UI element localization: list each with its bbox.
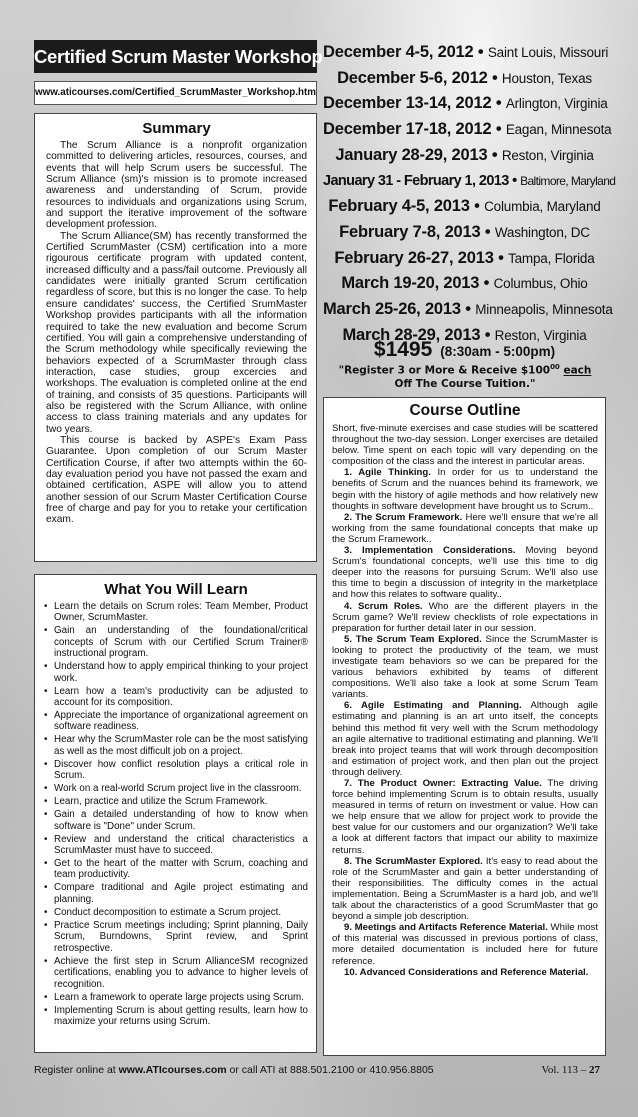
learn-item: • Review and understand the critical characteristics a ScrumMaster must have to succeed. xyxy=(44,834,308,857)
learn-item: • Hear why the ScrumMaster role can be the most satisfying as well as the most difficult job on a project. xyxy=(44,734,308,757)
session-location: Reston, Virginia xyxy=(494,327,587,343)
session-date: December 13-14, 2012 xyxy=(323,94,492,113)
session-date-row xyxy=(323,66,606,92)
outline-item-title: 3. Implementation Considerations. xyxy=(344,545,516,557)
outline-item-text: In order for us to understand the benefits of Scrum and the nuances behind its framework, we begin with the history of agile methods and how relatively new thoughts in software development have brought us to Scrum.. xyxy=(332,467,598,512)
session-date-row xyxy=(323,220,606,246)
outline-item xyxy=(332,634,598,701)
outline-item xyxy=(332,700,598,778)
bullet-separator: • xyxy=(512,172,517,189)
bullet-separator: • xyxy=(484,222,491,241)
outline-item xyxy=(332,922,598,966)
bullet-separator: • xyxy=(484,325,491,344)
bullet-separator: • xyxy=(495,94,502,113)
session-date: December 5-6, 2012 xyxy=(337,68,488,87)
learn-item: • Conduct decomposition to estimate a Scrum project. xyxy=(44,907,308,918)
session-location: Arlington, Virginia xyxy=(505,96,608,112)
session-date-row xyxy=(323,271,606,297)
footer-volume xyxy=(541,1063,600,1077)
footer-site-link[interactable]: www.ATIcourses.com xyxy=(118,1064,227,1076)
learn-item: • Gain a detailed understanding of how to know when software is "Done" under Scrum. xyxy=(44,809,308,832)
session-date: December 17-18, 2012 xyxy=(323,120,492,139)
learn-item: • Discover how conflict resolution plays a critical role in Scrum. xyxy=(44,759,308,782)
session-date: March 19-20, 2013 xyxy=(341,274,480,293)
price-line xyxy=(323,338,606,362)
session-date-row xyxy=(323,297,613,323)
summary-paragraph: This course is backed by ASPE's Exam Pass Guarantee. Upon completion of our Scrum Master Certification Course, if after two attempts within the 60-day evaluation period you have not passed the exam and obtained certification, ASPE will allow you to attend another session of our Scrum Master Certification Course free of charge and pay for you to retake your certification exam. xyxy=(46,434,307,526)
outline-item xyxy=(332,856,598,923)
footer-vol-label: Vol. 113 – xyxy=(541,1064,587,1076)
bullet-separator: • xyxy=(495,120,502,139)
summary-heading: Summary xyxy=(142,120,211,137)
session-date-row xyxy=(323,143,606,169)
outline-item-text: The driving force behind implementing Scrum is to obtain results, usually measured in terms of return on investment or value. How can we help ensure that we allow for project work to provide the best value for our customers and our organization? We'll take a look at different factors that impact our ability to maximize returns. xyxy=(332,778,598,856)
page-title: Certified Scrum Master Workshop xyxy=(34,40,317,73)
learn-item: • Compare traditional and Agile project estimating and planning. xyxy=(44,882,308,905)
bullet-separator: • xyxy=(498,248,504,267)
group-discount-promo xyxy=(330,361,600,391)
session-location: Washington, DC xyxy=(494,224,590,240)
outline-heading: Course Outline xyxy=(409,402,521,419)
session-date-row xyxy=(323,169,616,195)
learn-list xyxy=(44,601,308,1027)
outline-item xyxy=(332,512,598,545)
price-amount: $1495 xyxy=(373,338,433,361)
session-date: December 4-5, 2012 xyxy=(323,43,474,61)
session-date: March 25-26, 2013 xyxy=(323,300,461,319)
outline-item xyxy=(332,601,598,634)
session-date: February 4-5, 2013 xyxy=(328,197,470,216)
session-location: Minneapolis, Minnesota xyxy=(475,302,613,318)
learn-item: • Practice Scrum meetings including; Sprint planning, Daily Scrum, Burndowns, Sprint review, and Sprint retrospective. xyxy=(44,920,308,954)
outline-item-text: Here we'll ensure that we're all working from the same foundational concepts that make up the Scrum Framework.. xyxy=(332,511,599,545)
session-location: Columbia, Maryland xyxy=(484,199,601,215)
learn-item: • Learn the details on Scrum roles: Team Member, Product Owner, ScrumMaster. xyxy=(44,601,308,624)
session-date: January 31 - February 1, 2013 xyxy=(323,172,509,189)
session-location: Houston, Texas xyxy=(501,70,592,86)
bullet-separator: • xyxy=(474,197,480,216)
learn-item: • Learn, practice and utilize the Scrum Framework. xyxy=(44,796,308,807)
outline-items xyxy=(332,467,598,977)
session-date-row xyxy=(323,194,606,220)
outline-item-title: 7. The Product Owner: Extracting Value. xyxy=(344,778,542,789)
learn-item: • Understand how to apply empirical thinking to your project work. xyxy=(44,661,308,684)
outline-item-text: Although agile estimating and planning is an art unto itself, the concepts behind this method fit very well with the Scrum methodology an agile alternative to traditional estimating and planning. We'll break into project teams that will work through decomposition and estimation of project work, and then plan out the project through delivery. xyxy=(332,700,599,778)
course-outline-panel xyxy=(323,397,606,1056)
learn-item: • Get to the heart of the matter with Scrum, coaching and team productivity. xyxy=(44,858,308,881)
session-date-row xyxy=(323,117,612,143)
summary-paragraph: The Scrum Alliance is a nonprofit organization committed to delivering articles, resources, courses, and events that will help Scrum users be successful. The Scrum Alliance (sm)'s mission is to promote increased awareness and understanding of Scrum, provide resources to individuals and organizations using Scrum, and support the iterative improvement of the software development profession. xyxy=(46,140,307,231)
outline-item xyxy=(332,967,598,978)
session-dates-list xyxy=(323,40,616,348)
outline-item-text: It's easy to read about the role of the ScrumMaster and gain a better understanding of their responsibilities. The difficulty comes in the actual implementation. Being a ScrumMaster is a hard job, and we'll talk about the characteristics of a good ScrumMaster that go beyond a simple job description. xyxy=(332,855,598,923)
outline-item-text: Who are the different players in the Scrum game? We'll review checklists of role expectations in preparation for further detail later in our session. xyxy=(332,600,599,634)
learn-item: • Gain an understanding of the foundational/critical concepts of Scrum with our Certified Scrum Trainer® instructional program. xyxy=(44,625,308,659)
promo-text-line2: Off The Course Tuition." xyxy=(394,377,536,390)
bullet-separator: • xyxy=(491,68,498,87)
summary-panel xyxy=(34,113,317,562)
session-date: February 26-27, 2013 xyxy=(334,248,494,267)
learn-item: • Learn a framework to operate large projects using Scrum. xyxy=(44,992,308,1003)
session-location: Saint Louis, Missouri xyxy=(487,45,609,60)
promo-each: each xyxy=(563,364,592,377)
outline-item-title: 2. The Scrum Framework. xyxy=(344,511,463,523)
session-location: Baltimore, Maryland xyxy=(520,173,616,188)
outline-item-title: 6. Agile Estimating and Planning. xyxy=(344,700,522,712)
session-location: Columbus, Ohio xyxy=(493,276,588,292)
session-date-row xyxy=(323,40,609,66)
learn-item: • Appreciate the importance of organizational agreement on software readiness. xyxy=(44,710,308,733)
outline-item xyxy=(332,467,598,511)
outline-intro: Short, five-minute exercises and case studies will be scattered throughout the two-day session. Longer exercises are detailed below. Time spent on each topic will vary depending on the composition of the class and the interest in particular areas. xyxy=(332,423,598,468)
bullet-separator: • xyxy=(483,274,490,293)
outline-item xyxy=(332,545,598,600)
session-location: Eagan, Minnesota xyxy=(505,122,612,138)
bullet-separator: • xyxy=(465,300,471,319)
outline-item-text: Since the ScrumMaster is looking to protect the productivity of the team, we must investigate team behaviors so we can be prepared for the various behaviors exhibited by teams of different compositions. We'll also take a look at some Scrum Team variants. xyxy=(332,633,598,701)
bullet-separator: • xyxy=(491,145,498,164)
outline-item-title: 8. The ScrumMaster Explored. xyxy=(344,855,483,867)
learn-item: • Work on a real-world Scrum project live in the classroom. xyxy=(44,783,308,794)
learn-item: • Learn how a team's productivity can be adjusted to account for its composition. xyxy=(44,686,308,709)
footer xyxy=(34,1063,600,1077)
outline-item xyxy=(332,778,598,856)
outline-item-title: 9. Meetings and Artifacts Reference Material. xyxy=(344,922,548,934)
footer-contact: or call ATI at 888.501.2100 or 410.956.8805 xyxy=(229,1064,434,1076)
session-date-row xyxy=(323,246,606,272)
outline-item-title: 5. The Scrum Team Explored. xyxy=(344,633,482,645)
session-date: February 7-8, 2013 xyxy=(339,222,481,241)
page-number: 27 xyxy=(589,1064,600,1076)
footer-prefix: Register online at xyxy=(34,1064,116,1076)
promo-text: "Register 3 or More & Receive $100 xyxy=(338,364,551,377)
outline-item-text: Moving beyond Scrum's foundational concepts, we'll use this time to dig deeper into the reasons for pursuing Scrum. We'll also use this time to begin a discussion of integrity in the marketplace and how this relates to software quality.. xyxy=(332,545,598,601)
session-location: Reston, Virginia xyxy=(501,147,594,163)
learn-panel xyxy=(34,574,317,1053)
session-date-row xyxy=(323,91,606,117)
session-date: January 28-29, 2013 xyxy=(335,145,488,164)
bullet-separator: • xyxy=(477,43,484,61)
learn-item: • Implementing Scrum is about getting results, learn how to maximize your returns using Scrum. xyxy=(44,1005,308,1028)
price-hours: (8:30am - 5:00pm) xyxy=(440,344,556,359)
session-location: Tampa, Florida xyxy=(508,250,595,266)
learn-item: • Achieve the first step in Scrum AllianceSM recognized certifications, enabling you to advance to higher levels of recognition. xyxy=(44,956,308,990)
outline-item-title: 1. Agile Thinking. xyxy=(344,467,431,479)
outline-item-text: While most of this material was discussed in previous portions of class, more detailed documentation is included here for future reference. xyxy=(332,922,598,967)
promo-cents: 00 xyxy=(550,363,560,371)
summary-paragraph: The Scrum Alliance(SM) has recently transformed the Certified ScrumMaster (CSM) certification into a more rigourous certificate program with updated content, increased difficulty and a pass/fail outcome. Previously all candidates were initially granted Scrum certification regardless of score, but this is no longer the case. To help ensure candidates' success, the Certified SrumMaster Workshop provides participants with all the information required to take the new evaluation and become Scrum certified. You will gain a comprehensive understanding of the Scrum methodology while specifically reviewing the behaviors expected of a ScrumMaster through class interaction, case studies, group excercies and workshops. The evaluation is completed online at the end of training, and consists of 35 questions. Participants will also be registered with the Scrum Alliance, with online access to class training materials and any updates for two years. xyxy=(46,230,307,435)
course-url-link[interactable]: www.aticourses.com/Certified_ScrumMaster_Workshop.htm xyxy=(34,81,317,105)
session-date: March 28-29, 2013 xyxy=(342,325,481,344)
learn-heading: What You Will Learn xyxy=(104,581,248,598)
outline-item-title: 4. Scrum Roles. xyxy=(344,600,423,612)
outline-item-title: 10. Advanced Considerations and Reference Material. xyxy=(344,966,589,978)
